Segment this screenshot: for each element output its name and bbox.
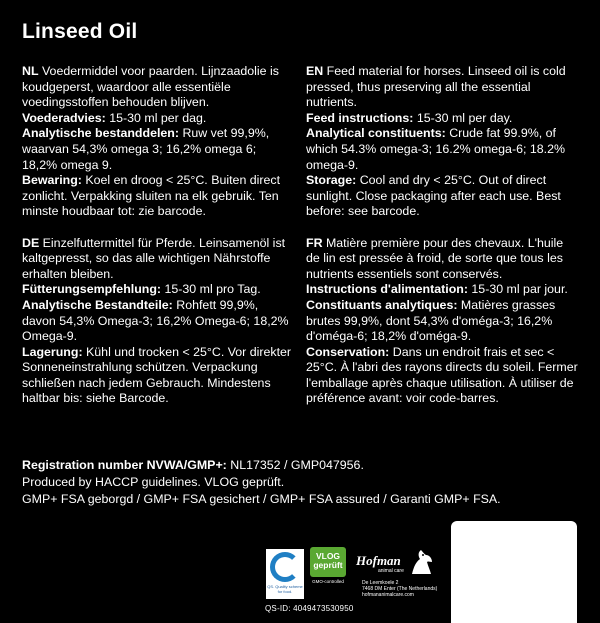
- de-advice: Fütterungsempfehlung: 15-30 ml pro Tag.: [22, 282, 261, 297]
- de-storage: Lagerung: Kühl und trocken < 25°C. Vor direkter Sonneneinstrahlung schützen. Verpackung schließen nach jedem Gebrauch. Mindestens haltbar bis: siehe Barcode.: [22, 344, 292, 406]
- gmp-line: GMP+ FSA geborgd / GMP+ FSA gesichert / GMP+ FSA assured / Garanti GMP+ FSA.: [22, 492, 501, 506]
- de-code: DE: [22, 235, 40, 250]
- qs-logo: QS. Quality scheme for food.: [266, 549, 304, 599]
- fr-intro: FR Matière première pour des chevaux. L'huile de lin est pressée à froid, de sorte que tous les nutrients essentiels sont conservés.: [306, 235, 564, 281]
- left-column: [22, 64, 294, 407]
- hofman-logo-sub: animal care: [378, 568, 404, 574]
- en-constituents: Analytical constituents: Crude fat 99.9%, of which 54.3% omega-3; 16.2% omega-6; 18.2% omega-9.: [306, 126, 565, 172]
- vlog-logo: VLOG geprüft GMO-controlled: [310, 547, 346, 593]
- de-intro: DE Einzelfuttermittel für Pferde. Leinsamenöl ist kaltgepresst, so das alle wichtigen Nährstoffe erhalten bleiben.: [22, 235, 286, 281]
- fr-code: FR: [306, 235, 323, 250]
- nl-code: NL: [22, 64, 39, 78]
- nl-intro: NL Voedermiddel voor paarden. Lijnzaadolie is koudgeperst, waardoor alle essentiële voedingsstoffen behouden blijven.: [22, 64, 279, 110]
- hofman-logo-name: Hofman: [356, 553, 401, 568]
- horse-icon: [406, 546, 438, 578]
- right-column: [306, 64, 578, 407]
- registration-block: [22, 457, 582, 508]
- product-title: Linseed Oil: [22, 20, 138, 43]
- qs-ring-icon: [270, 552, 300, 582]
- fr-storage: Conservation: Dans un endroit frais et sec < 25°C. À l'abri des rayons directs du soleil. Fermer l'emballage après chaque utilisation. À utiliser de préférence avant: voir code-barres.: [306, 344, 578, 406]
- haccp-line: Produced by HACCP guidelines. VLOG geprüft.: [22, 475, 285, 489]
- fr-constituents: Constituants analytiques: Matières grasses brutes 99,9%, dont 54,3% d'oméga-3; 16,2% d'oméga-6; 18,2% d'oméga-9.: [306, 297, 556, 344]
- nl-storage: Bewaring: Koel en droog < 25°C. Buiten direct zonlicht. Verpakking sluiten na elk gebruik. Ten minste houdbaar tot: zie barcode.: [22, 173, 281, 219]
- nl-advice: Voederadvies: 15-30 ml per dag.: [22, 110, 207, 125]
- fr-advice: Instructions d'alimentation: 15-30 ml par jour.: [306, 282, 568, 297]
- en-intro: EN Feed material for horses. Linseed oil is cold pressed, thus preserving all the essential nutrients.: [306, 64, 566, 110]
- en-code: EN: [306, 64, 324, 78]
- barcode-area: [451, 521, 577, 623]
- de-constituents: Analytische Bestandteile: Rohfett 99,9%, davon 54,3% Omega-3; 16,2% Omega-6; 18,2% Omega-9.: [22, 297, 289, 344]
- hofman-address: De Leemkoele 2 7468 DM Enter (The Netherlands) hofmananimalcare.com: [362, 580, 438, 598]
- qs-id: QS-ID: 4049473530950: [265, 604, 354, 613]
- registration-number: Registration number NVWA/GMP+: NL17352 / GMP047956.: [22, 458, 364, 472]
- en-storage: Storage: Cool and dry < 25°C. Out of direct sunlight. Close packaging after each use. Best before: see barcode.: [306, 173, 561, 219]
- en-advice: Feed instructions: 15-30 ml per day.: [306, 110, 513, 125]
- nl-constituents: Analytische bestanddelen: Ruw vet 99,9%, waarvan 54,3% omega 3; 16,2% omega 6; 18,2% omega 9.: [22, 126, 270, 172]
